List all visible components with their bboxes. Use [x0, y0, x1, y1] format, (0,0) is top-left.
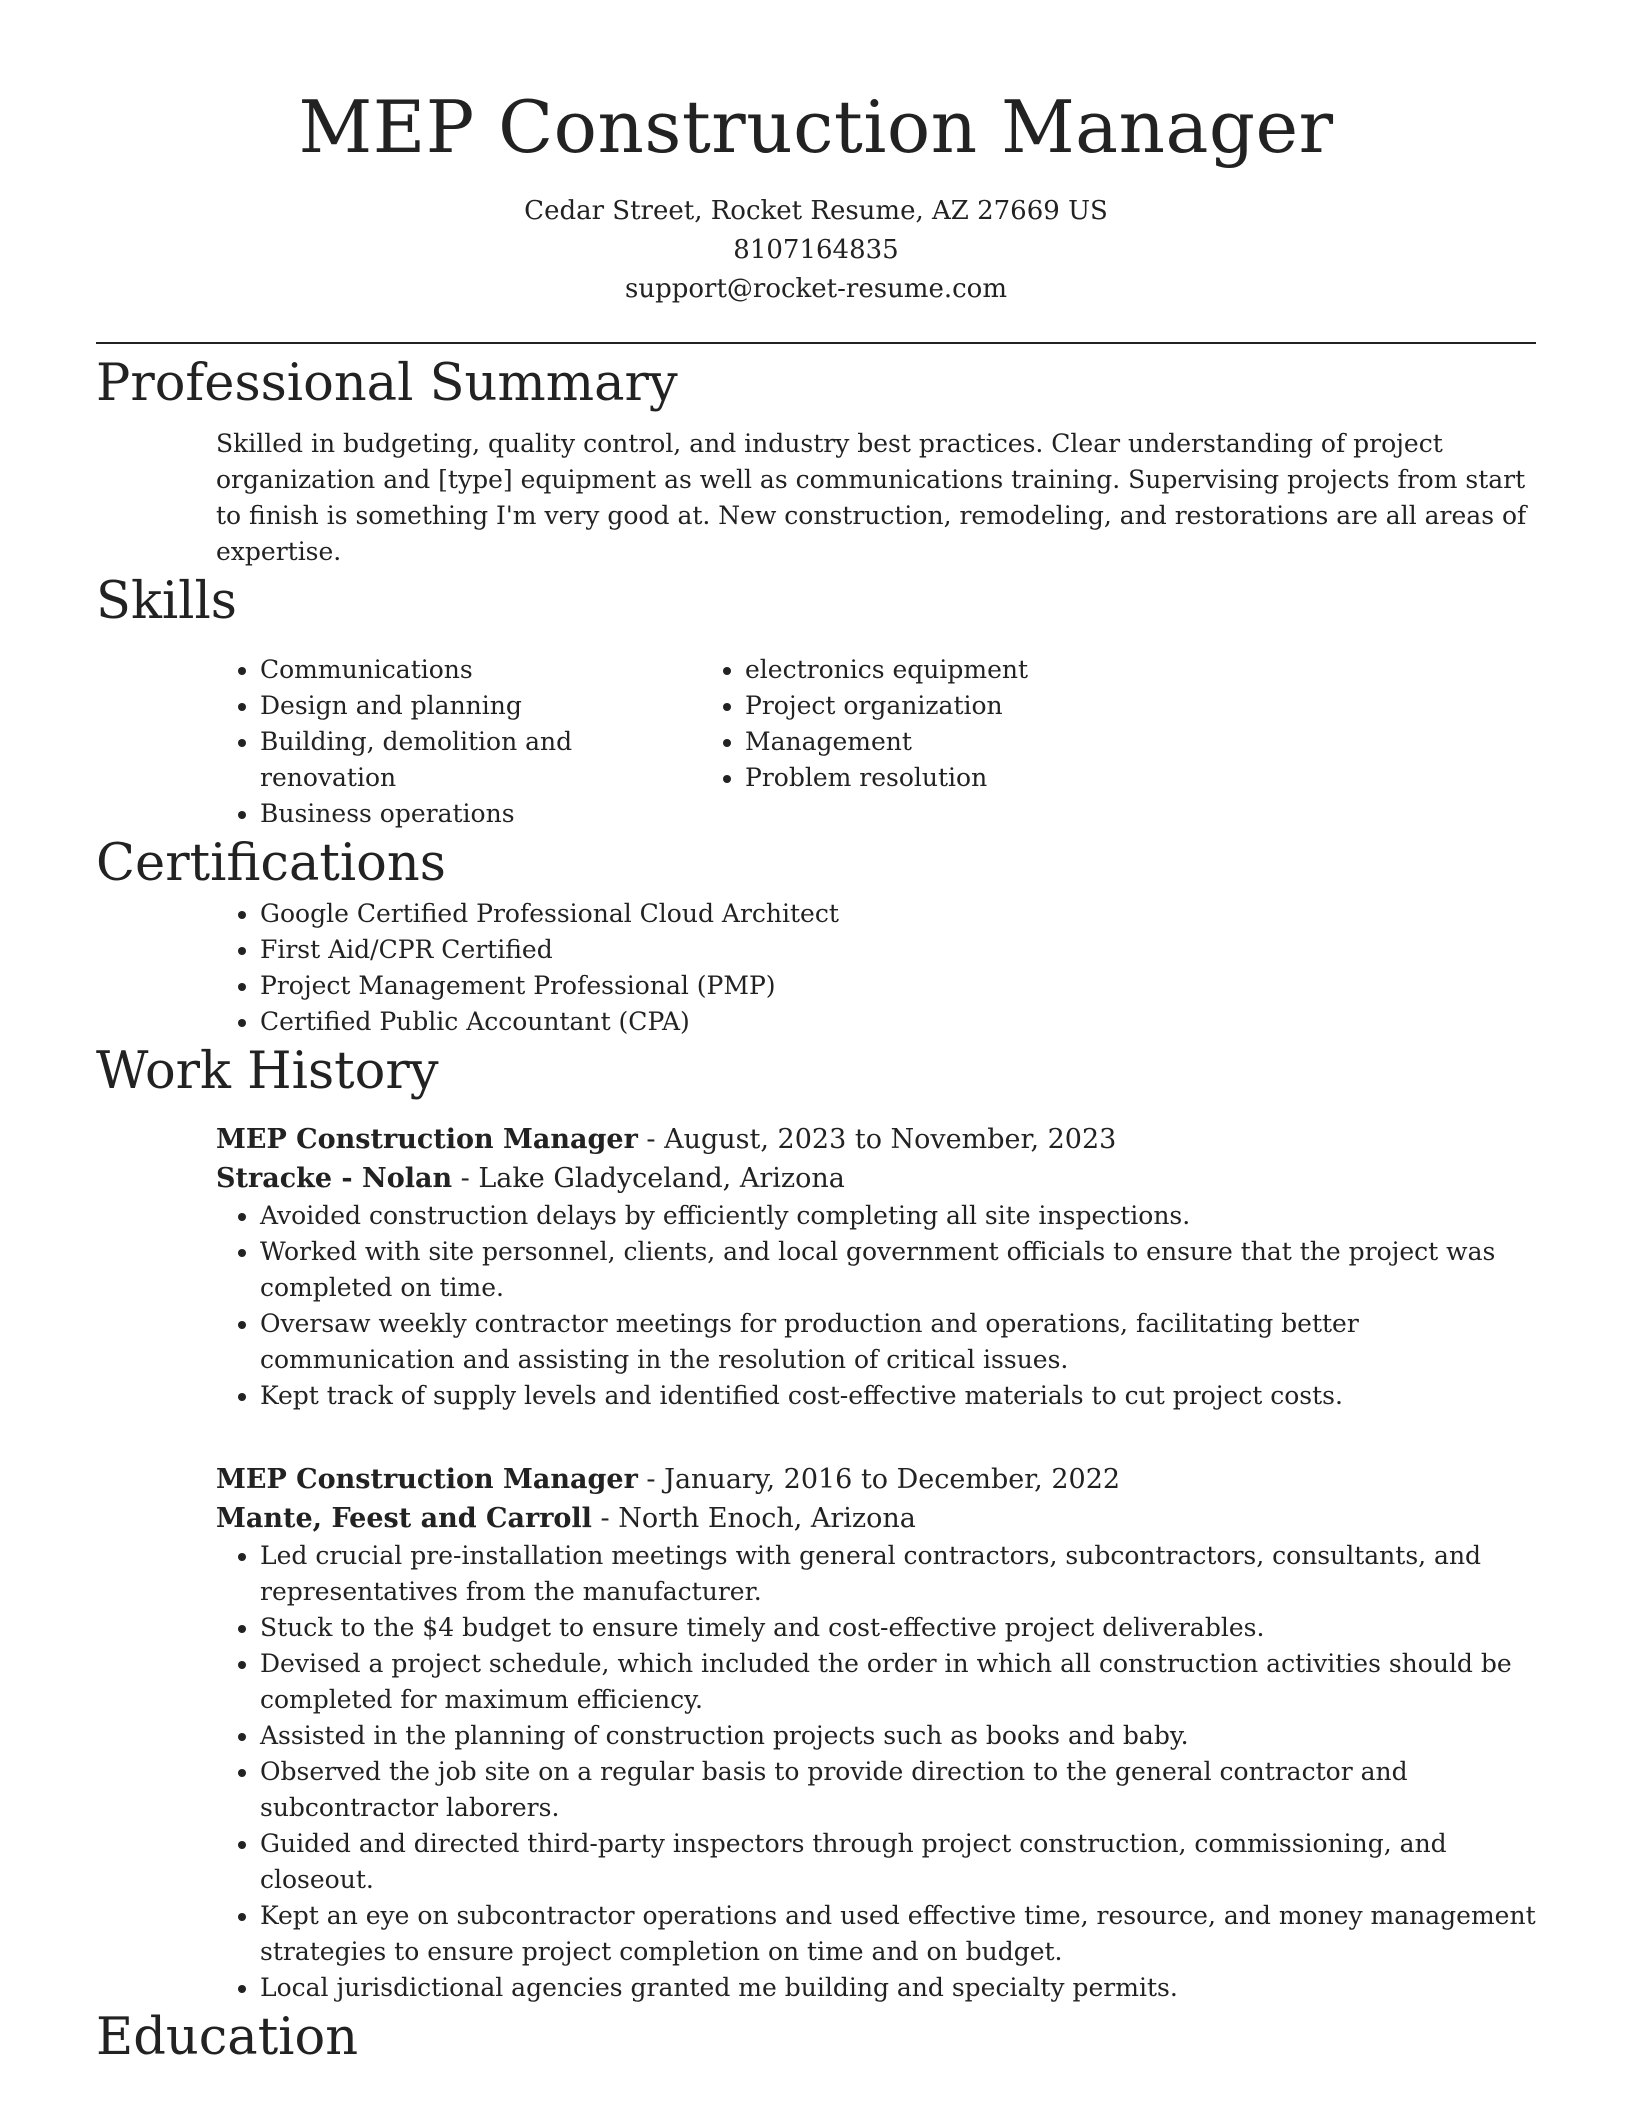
job-bullet: • Observed the job site on a regular basis to provide direction to the general contractor and subcontractor laborers. — [260, 1754, 1536, 1826]
job-company-line — [216, 1499, 1536, 1538]
skill-item: • Communications — [260, 652, 582, 688]
email: support@rocket-resume.com — [624, 274, 1007, 304]
job-role: MEP Construction Manager — [216, 1464, 638, 1495]
resume-header — [96, 0, 1536, 309]
skills-column-left — [96, 652, 582, 832]
job-company: Stracke - Nolan — [216, 1163, 453, 1194]
skills-grid — [96, 652, 1536, 832]
job-spacer — [96, 1414, 1536, 1444]
skills-list-left — [96, 652, 582, 832]
job-header — [216, 1120, 1536, 1198]
job-bullet: • Worked with site personnel, clients, and local government officials to ensure that the project was completed on time. — [260, 1234, 1536, 1306]
job-bullet: • Oversaw weekly contractor meetings for production and operations, facilitating better communication and assisting in the resolution of critical issues. — [260, 1306, 1536, 1378]
certification-item: • First Aid/CPR Certified — [260, 932, 1536, 968]
skill-item: • Management — [745, 724, 1028, 760]
job-dates: - January, 2016 to December, 2022 — [637, 1464, 1121, 1495]
education-heading: Education — [96, 2008, 359, 2067]
job-company: Mante, Feest and Carroll — [216, 1503, 592, 1534]
address: Cedar Street, Rocket Resume, AZ 27669 US — [524, 196, 1108, 226]
job-bullet: • Assisted in the planning of construction projects such as books and baby. — [260, 1718, 1536, 1754]
job-location: - Lake Gladyceland, Arizona — [452, 1163, 845, 1194]
job-bullet: • Stuck to the $4 budget to ensure timely and cost-effective project deliverables. — [260, 1610, 1536, 1646]
candidate-title: MEP Construction Manager — [298, 85, 1334, 169]
job-bullet: • Devised a project schedule, which included the order in which all construction activities should be completed for maximum efficiency. — [260, 1646, 1536, 1718]
job-entry — [216, 1120, 1536, 1414]
skills-column-right — [582, 652, 1028, 832]
skill-item: • Design and planning — [260, 688, 582, 724]
phone: 8107164835 — [733, 235, 899, 265]
contact-block — [96, 192, 1536, 309]
certification-item: • Project Management Professional (PMP) — [260, 968, 1536, 1004]
work-history-heading: Work History — [96, 1042, 439, 1101]
skill-item: • electronics equipment — [745, 652, 1028, 688]
job-bullet: • Led crucial pre-installation meetings with general contractors, subcontractors, consultants, and representatives from the manufacturer. — [260, 1538, 1536, 1610]
job-bullet: • Local jurisdictional agencies granted me building and specialty permits. — [260, 1970, 1536, 2006]
header-divider — [96, 342, 1536, 344]
job-title-line — [216, 1460, 1536, 1499]
job-bullet: • Kept track of supply levels and identified cost-effective materials to cut project costs. — [260, 1378, 1536, 1414]
job-role: MEP Construction Manager — [216, 1124, 638, 1155]
summary-heading: Professional Summary — [96, 354, 678, 413]
job-bullet: • Guided and directed third-party inspectors through project construction, commissioning, and closeout. — [260, 1826, 1536, 1898]
job-dates: - August, 2023 to November, 2023 — [637, 1124, 1117, 1155]
job-bullet-list — [216, 1538, 1536, 2006]
job-company-line — [216, 1159, 1536, 1198]
job-entry — [216, 1460, 1536, 2006]
job-bullet: • Kept an eye on subcontractor operations and used effective time, resource, and money management strategies to ensure project completion on time and on budget. — [260, 1898, 1536, 1970]
certification-item: • Google Certified Professional Cloud Architect — [260, 896, 1536, 932]
skills-heading: Skills — [96, 572, 237, 631]
skill-item: • Project organization — [745, 688, 1028, 724]
skill-item: • Business operations — [260, 796, 582, 832]
certification-item: • Certified Public Accountant (CPA) — [260, 1004, 1536, 1040]
skill-item: • Building, demolition and renovation — [260, 724, 582, 796]
job-title-line — [216, 1120, 1536, 1159]
job-bullet-list — [216, 1198, 1536, 1414]
job-bullet: • Avoided construction delays by efficiently completing all site inspections. — [260, 1198, 1536, 1234]
certifications-list — [96, 896, 1536, 1040]
job-location: - North Enoch, Arizona — [591, 1503, 916, 1534]
resume-page — [96, 0, 1536, 2070]
skills-list-right — [582, 652, 1028, 796]
summary-text: Skilled in budgeting, quality control, and industry best practices. Clear understanding of project organization and [type] equipment as well as communications training. Supervising projects from start to finish is something I'm very good at. New construction, remodeling, and restorations are all areas of expertise. — [216, 429, 1527, 566]
job-header — [216, 1460, 1536, 1538]
skill-item: • Problem resolution — [745, 760, 1028, 796]
certifications-heading: Certifications — [96, 834, 446, 893]
